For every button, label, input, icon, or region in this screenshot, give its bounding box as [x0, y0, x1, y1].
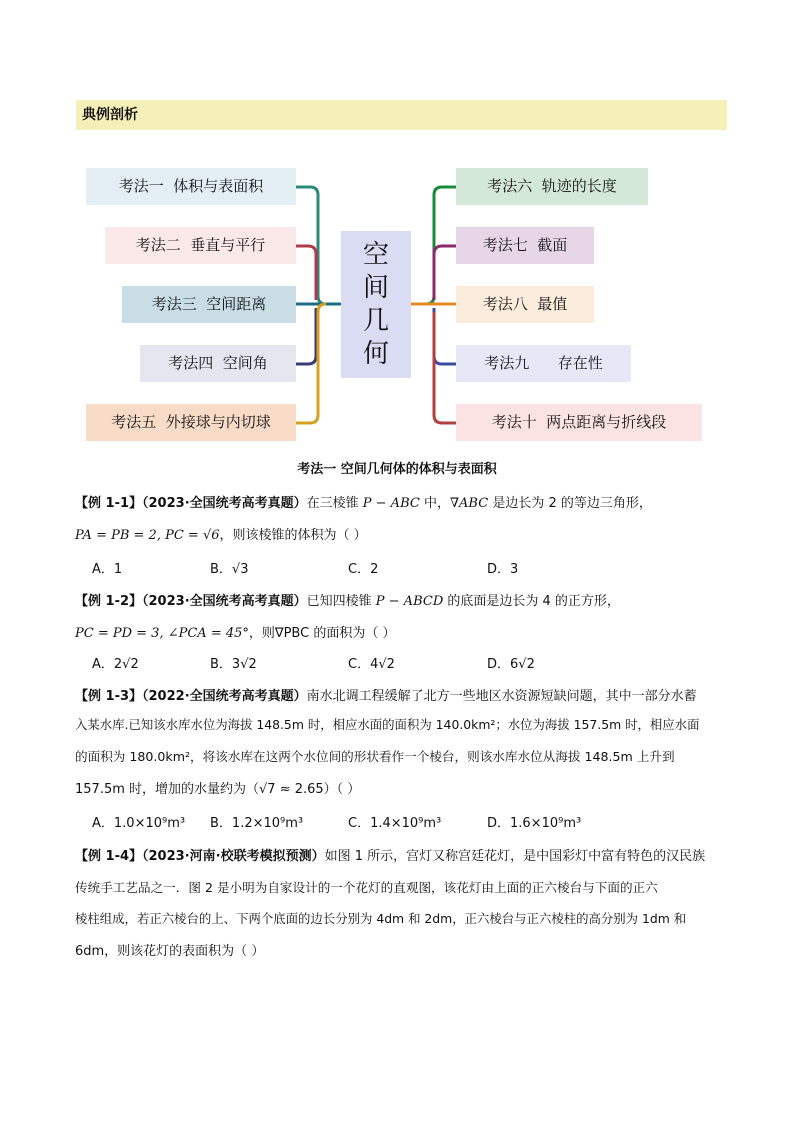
method-box-1: 考法一 体积与表面积 [86, 168, 296, 205]
ex2-condition: PC = PD = 3, ∠PCA = 45° [75, 626, 249, 641]
method-box-8: 考法八 最值 [456, 286, 594, 323]
ex3-text-1: 南水北调工程缓解了北方一些地区水资源短缺问题，其中一部分水蓄 [306, 689, 697, 704]
center-char-4: 何 [362, 338, 389, 369]
center-char-2: 间 [362, 272, 389, 303]
ex1-question: ，则该棱锥的体积为（ ） [219, 528, 367, 543]
ex4-tag: 【例 1-4】 [75, 849, 143, 864]
ex2-option-b: B．3√2 [210, 657, 257, 672]
ex2-option-a: A．2√2 [92, 657, 139, 672]
ex1-text-a: 在三棱锥 [306, 496, 363, 511]
ex3-line3: 的面积为 180.0km²，将该水库在这两个水位间的形状看作一个棱台，则该水库水位从海拔 148.5m 上升到 [75, 749, 675, 764]
ex1-line1 [75, 492, 652, 511]
ex1-option-d: D．3 [487, 562, 519, 577]
ex4-text-1: 如图 1 所示，宫灯又称宫廷花灯，是中国彩灯中富有特色的汉民族 [324, 849, 706, 864]
ex2-source: （2023·全国统考高考真题） [142, 594, 307, 609]
ex1-text-c: 是边长为 2 的等边三角形， [488, 496, 652, 511]
mindmap-connectors [0, 0, 794, 450]
ex1-condition: PA = PB = 2, PC = √6 [75, 528, 220, 543]
ex3-option-b: B．1.2×10⁹m³ [210, 816, 304, 831]
method-box-7: 考法七 截面 [456, 227, 594, 264]
ex1-option-a: A．1 [92, 562, 123, 577]
method-box-6: 考法六 轨迹的长度 [456, 168, 648, 205]
ex2-text-a: 已知四棱锥 [306, 594, 376, 609]
method-box-2: 考法二 垂直与平行 [105, 227, 296, 264]
ex3-source: （2022·全国统考高考真题） [142, 689, 307, 704]
ex1-option-c: C．2 [348, 562, 379, 577]
method-box-10: 考法十 两点距离与折线段 [456, 404, 702, 441]
ex4-line4: 6dm，则该花灯的表面积为（ ） [75, 944, 265, 959]
ex3-line1 [75, 685, 697, 704]
connector-right-9 [434, 308, 456, 364]
ex2-option-c: C．4√2 [348, 657, 395, 672]
ex2-line2 [75, 622, 395, 641]
ex3-option-d: D．1.6×10⁹m³ [487, 816, 582, 831]
section-title: 考法一 空间几何体的体积与表面积 [297, 462, 497, 477]
mindmap-center [341, 231, 411, 378]
method-box-5: 考法五 外接球与内切球 [86, 404, 296, 441]
ex3-option-c: C．1.4×10⁹m³ [348, 816, 442, 831]
ex1-tag: 【例 1-1】 [75, 496, 143, 511]
ex4-line1 [75, 845, 705, 864]
method-box-4: 考法四 空间角 [140, 345, 296, 382]
ex1-option-b: B．√3 [210, 562, 249, 577]
ex2-line1 [75, 590, 620, 609]
ex1-math-2: ∇ABC [449, 496, 489, 511]
ex2-option-d: D．6√2 [487, 657, 535, 672]
ex1-source: （2023·全国统考高考真题） [142, 496, 307, 511]
section-header-title: 典例剖析 [82, 107, 138, 123]
ex1-line2 [75, 524, 367, 543]
ex3-tag: 【例 1-3】 [75, 689, 143, 704]
ex3-line2: 入某水库.已知该水库水位为海拔 148.5m 时，相应水面的面积为 140.0km²；水位为海拔 157.5m 时，相应水面 [75, 717, 700, 732]
ex2-text-b: 的底面是边长为 4 的正方形， [443, 594, 620, 609]
method-box-9: 考法九 存在性 [456, 345, 631, 382]
ex4-line2: 传统手工艺品之一．图 2 是小明为自家设计的一个花灯的直观图，该花灯由上面的正六棱台与下面的正六 [75, 880, 658, 895]
connector-right-7 [434, 246, 456, 300]
ex4-source: （2023·河南·校联考模拟预测） [142, 849, 325, 864]
ex2-math-1: P − ABCD [375, 594, 444, 609]
ex3-line4: 157.5m 时，增加的水量约为（√7 ≈ 2.65）（ ） [75, 782, 361, 797]
ex1-text-b: 中， [419, 496, 450, 511]
connector-left-2 [296, 246, 316, 300]
center-char-3: 几 [362, 305, 389, 336]
connector-right-10 [434, 312, 456, 423]
ex2-tag: 【例 1-2】 [75, 594, 143, 609]
center-char-1: 空 [362, 239, 389, 270]
ex3-option-a: A．1.0×10⁹m³ [92, 816, 186, 831]
ex1-math-1: P − ABC [362, 496, 420, 511]
method-box-3: 考法三 空间距离 [122, 286, 296, 323]
ex4-line3: 棱柱组成，若正六棱台的上、下两个底面的边长分别为 4dm 和 2dm，正六棱台与正六棱柱的高分别为 1dm 和 [75, 911, 687, 926]
connector-left-4 [296, 308, 316, 364]
ex2-question: ，则∇PBC 的面积为（ ） [248, 626, 396, 641]
